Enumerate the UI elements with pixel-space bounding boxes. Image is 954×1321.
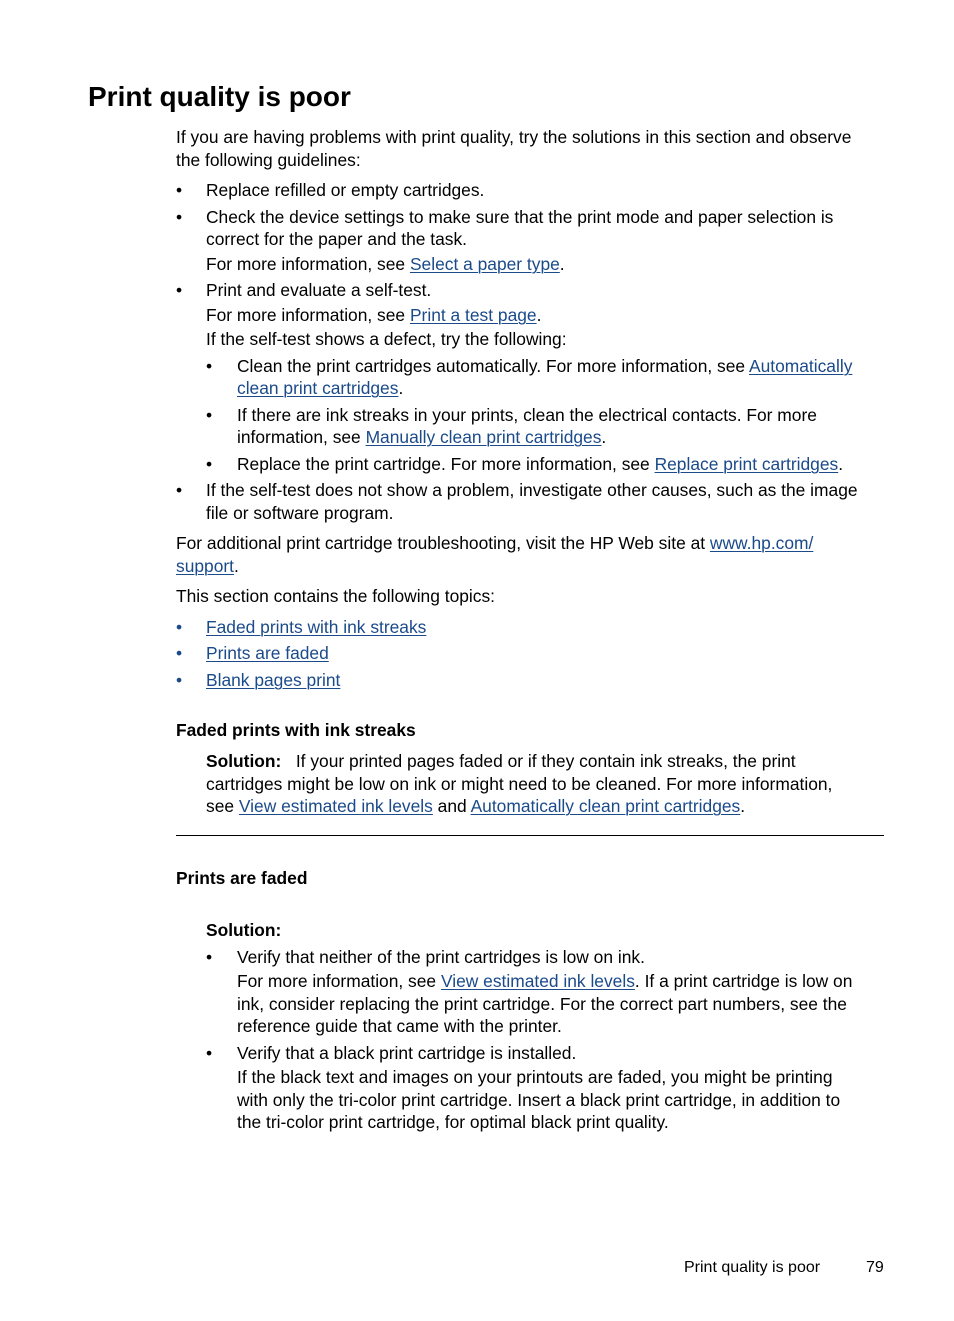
section2-b1-line-3: ink, consider replacing the print cartridge. For the correct part numbers, see the — [237, 994, 847, 1014]
section1-line-2: cartridges might be low on ink or might need to be cleaned. For more information, — [206, 774, 833, 794]
period: . — [234, 556, 239, 576]
bullet: • — [206, 356, 213, 376]
section1-line-3 — [206, 795, 745, 817]
guideline-3: Print and evaluate a self-test. — [206, 280, 432, 300]
additional-line-1 — [176, 532, 813, 554]
period: . — [740, 796, 746, 816]
solution-label: Solution: — [206, 751, 282, 771]
solution-label-2: Solution: — [206, 920, 282, 940]
period: . — [536, 305, 542, 325]
page-number: 79 — [866, 1259, 884, 1276]
bullet: • — [206, 1043, 213, 1063]
footer-label: Print quality is poor — [684, 1259, 821, 1276]
guideline-1: Replace refilled or empty cartridges. — [206, 180, 485, 200]
bullet: • — [176, 207, 183, 227]
and-text: and — [432, 796, 471, 816]
section1-text-1: If your printed pages faded or if they contain ink streaks, the print — [295, 751, 796, 771]
more-info-prefix: For more information, see — [206, 305, 410, 325]
additional-prefix: For additional print cartridge troubleshooting, visit the HP Web site at — [176, 533, 710, 553]
section2-b2-line-4: the tri-color print cartridge, for optimal black print quality. — [237, 1112, 669, 1132]
section-heading-faded-streaks: Faded prints with ink streaks — [176, 720, 416, 740]
guideline-4-line-1: If the self-test does not show a problem, investigate other causes, such as the image — [206, 480, 858, 500]
view-ink-levels-link[interactable]: View estimated ink levels — [238, 796, 433, 816]
intro-line-1: If you are having problems with print quality, try the solutions in this section and observe — [176, 127, 852, 147]
guideline-3-defect: If the self-test shows a defect, try the following: — [206, 329, 567, 349]
section2-b1-line-1: Verify that neither of the print cartridges is low on ink. — [237, 947, 645, 967]
bullet: • — [176, 670, 183, 690]
replace-cartridges-link[interactable]: Replace print cartridges — [654, 454, 839, 474]
print-test-page-link[interactable]: Print a test page — [409, 305, 537, 325]
section1-line-1 — [206, 750, 796, 772]
section2-b1-line-2 — [237, 970, 852, 992]
bullet: • — [206, 454, 213, 474]
sub-bullet-3-prefix: Replace the print cartridge. For more information, see — [237, 454, 655, 474]
guideline-4-line-2: file or software program. — [206, 503, 394, 523]
sub-bullet-1-line-1 — [237, 355, 852, 377]
sub-bullet-1-text: Clean the print cartridges automatically. For more information, see — [237, 356, 749, 376]
automatically-clean-link-2[interactable]: Automatically clean print cartridges — [470, 796, 741, 816]
bullet: • — [206, 405, 213, 425]
section2-b1-line-4: reference guide that came with the printer. — [237, 1016, 562, 1036]
sub-bullet-2-line-1: If there are ink streaks in your prints, clean the electrical contacts. For more — [237, 405, 817, 425]
section2-b2-line-2: If the black text and images on your printouts are faded, you might be printing — [237, 1067, 833, 1087]
bullet: • — [206, 947, 213, 967]
bullet: • — [176, 643, 183, 663]
section2-b1-suffix: . If a print cartridge is low on — [634, 971, 853, 991]
page-title: Print quality is poor — [88, 81, 351, 112]
section1-prefix: see — [206, 796, 239, 816]
sub-bullet-1-line-2 — [237, 377, 403, 399]
topic-link-blank-pages[interactable]: Blank pages print — [206, 670, 341, 690]
period: . — [398, 378, 404, 398]
period: . — [838, 454, 844, 474]
horizontal-rule — [176, 835, 884, 836]
topics-intro: This section contains the following topics: — [176, 586, 495, 606]
hp-web-link[interactable]: www.hp.com/ — [709, 533, 814, 553]
manually-clean-link[interactable]: Manually clean print cartridges — [365, 427, 602, 447]
section2-b2-line-1: Verify that a black print cartridge is installed. — [237, 1043, 577, 1063]
guideline-3-more — [206, 304, 541, 326]
sub-bullet-3 — [237, 453, 843, 475]
bullet: • — [176, 280, 183, 300]
guideline-2-more — [206, 253, 565, 275]
period: . — [601, 427, 607, 447]
topic-link-prints-faded[interactable]: Prints are faded — [206, 643, 329, 663]
section-heading-prints-faded: Prints are faded — [176, 868, 308, 888]
period: . — [559, 254, 565, 274]
section2-b1-prefix: For more information, see — [237, 971, 441, 991]
sub-bullet-2-prefix: information, see — [237, 427, 366, 447]
spacer — [281, 751, 296, 771]
guideline-2-line-2: correct for the paper and the task. — [206, 229, 468, 249]
automatically-clean-link[interactable]: Automatically — [748, 356, 853, 376]
intro-line-2: the following guidelines: — [176, 150, 361, 170]
select-paper-type-link[interactable]: Select a paper type — [409, 254, 560, 274]
guideline-2-line-1: Check the device settings to make sure that the print mode and paper selection is — [206, 207, 834, 227]
bullet: • — [176, 617, 183, 637]
hp-web-link-cont[interactable]: support — [176, 556, 235, 576]
bullet: • — [176, 480, 183, 500]
additional-line-2 — [176, 555, 239, 577]
automatically-clean-link-cont[interactable]: clean print cartridges — [237, 378, 399, 398]
view-ink-levels-link-2[interactable]: View estimated ink levels — [440, 971, 635, 991]
sub-bullet-2-line-2 — [237, 426, 606, 448]
section2-b2-line-3: with only the tri-color print cartridge. Insert a black print cartridge, in addition to — [237, 1090, 841, 1110]
more-info-prefix: For more information, see — [206, 254, 410, 274]
topic-link-faded-streaks[interactable]: Faded prints with ink streaks — [206, 617, 427, 637]
bullet: • — [176, 180, 183, 200]
